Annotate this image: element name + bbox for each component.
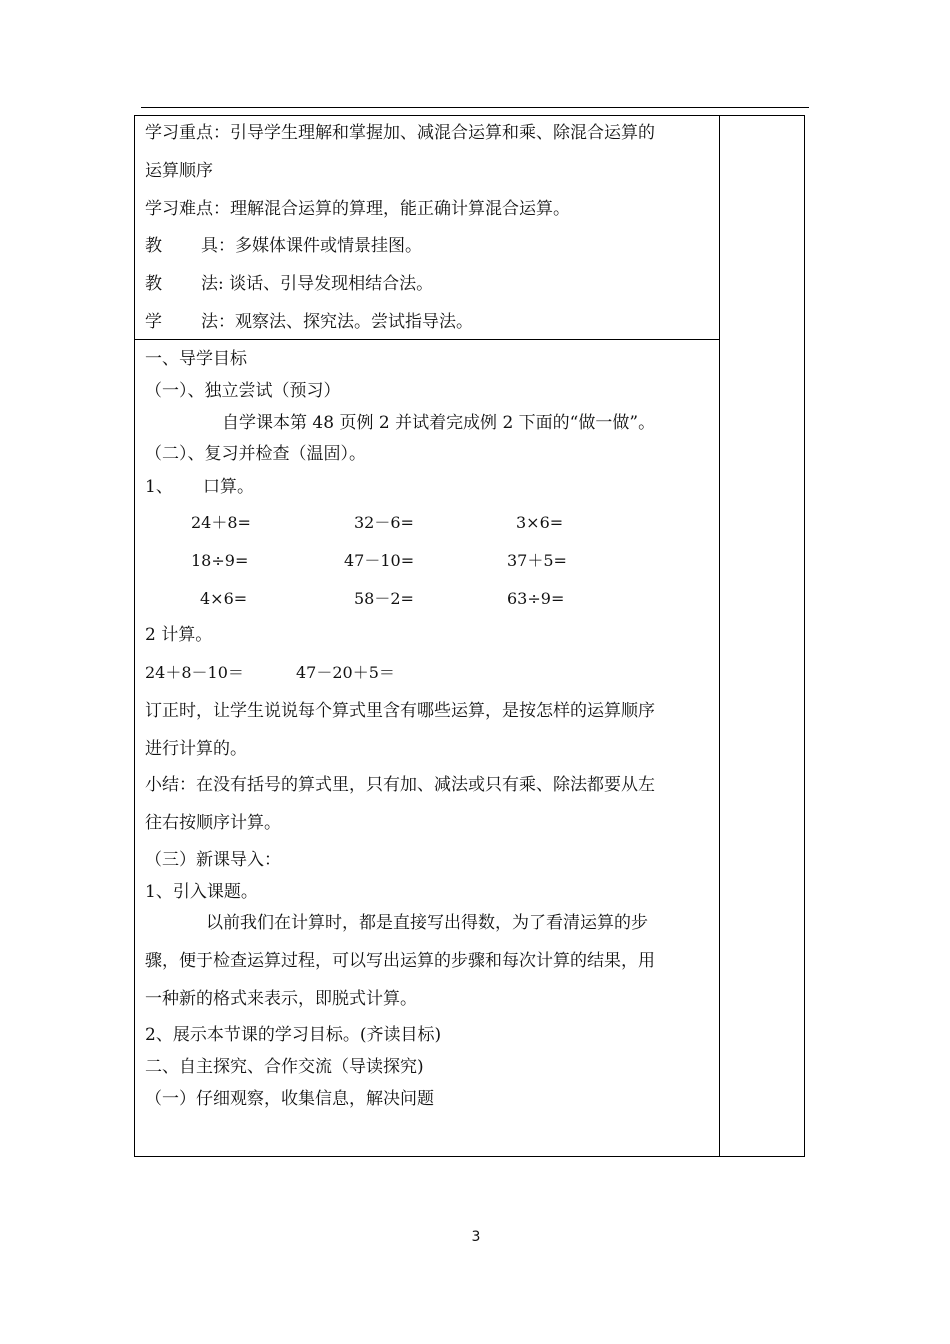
heading-review: （二）、复习并检查（温固）。 — [145, 444, 366, 464]
page-number: 3 — [471, 1229, 481, 1245]
self-study-line: 自学课本第 48 页例 2 并试着完成例 2 下面的“做一做”。 — [222, 413, 656, 433]
oral-item: 4×6= — [200, 589, 248, 608]
intro-para-3: 一种新的格式来表示，即脱式计算。 — [145, 989, 417, 1009]
oral-item: 18÷9= — [191, 551, 249, 570]
header-rule — [141, 107, 809, 108]
oral-item: 37＋5= — [507, 551, 567, 570]
oral-item: 63÷9= — [507, 589, 565, 608]
intro-para-1: 以前我们在计算时，都是直接写出得数，为了看清运算的步 — [206, 913, 648, 933]
oral-item: 32－6= — [354, 513, 414, 532]
heading-explore: 二、自主探究、合作交流（导读探究) — [145, 1057, 424, 1077]
heading-new-lesson: （三）新课导入： — [145, 850, 281, 870]
summary-line-1: 小结：在没有括号的算式里，只有加、减法或只有乘、除法都要从左 — [145, 775, 655, 795]
table-column-divider — [719, 115, 720, 1157]
tools-label: 教 — [145, 236, 162, 256]
correction-line-1: 订正时，让学生说说每个算式里含有哪些运算，是按怎样的运算顺序 — [145, 701, 655, 721]
intro-para-2: 骤，便于检查运算过程，可以写出运算的步骤和每次计算的结果，用 — [145, 951, 655, 971]
learn-label: 学 — [145, 312, 162, 332]
oral-item: 47－10= — [344, 551, 415, 570]
focus-line-1: 学习重点：引导学生理解和掌握加、减混合运算和乘、除混合运算的 — [145, 123, 655, 143]
table-row-divider — [134, 339, 719, 340]
calc-item: 47－20＋5＝ — [296, 663, 395, 682]
difficulty-line: 学习难点：理解混合运算的算理，能正确计算混合运算。 — [145, 199, 570, 219]
learn-text: 法：观察法、探究法。尝试指导法。 — [201, 312, 473, 332]
tools-text: 具：多媒体课件或情景挂图。 — [201, 236, 422, 256]
focus-line-2: 运算顺序 — [145, 161, 213, 181]
heading-guide-goals: 一、导学目标 — [145, 349, 247, 369]
calc-item: 24＋8－10＝ — [145, 663, 244, 682]
heading-independent-try: （一）、独立尝试（预习） — [145, 381, 341, 401]
summary-line-2: 往右按顺序计算。 — [145, 813, 281, 833]
method-label: 教 — [145, 274, 162, 294]
correction-line-2: 进行计算的。 — [145, 739, 247, 759]
calc-label: 2 计算。 — [145, 625, 213, 645]
goals-line: 2、展示本节课的学习目标。(齐读目标) — [145, 1025, 442, 1045]
method-text: 法: 谈话、引导发现相结合法。 — [201, 274, 434, 294]
oral-number: 1、 — [145, 477, 173, 497]
oral-item: 24＋8= — [191, 513, 251, 532]
oral-label: 口算。 — [203, 477, 254, 497]
intro-topic: 1、引入课题。 — [145, 882, 258, 902]
oral-item: 58－2= — [354, 589, 414, 608]
heading-observe: （一）仔细观察，收集信息，解决问题 — [145, 1089, 434, 1109]
oral-item: 3×6= — [516, 513, 564, 532]
